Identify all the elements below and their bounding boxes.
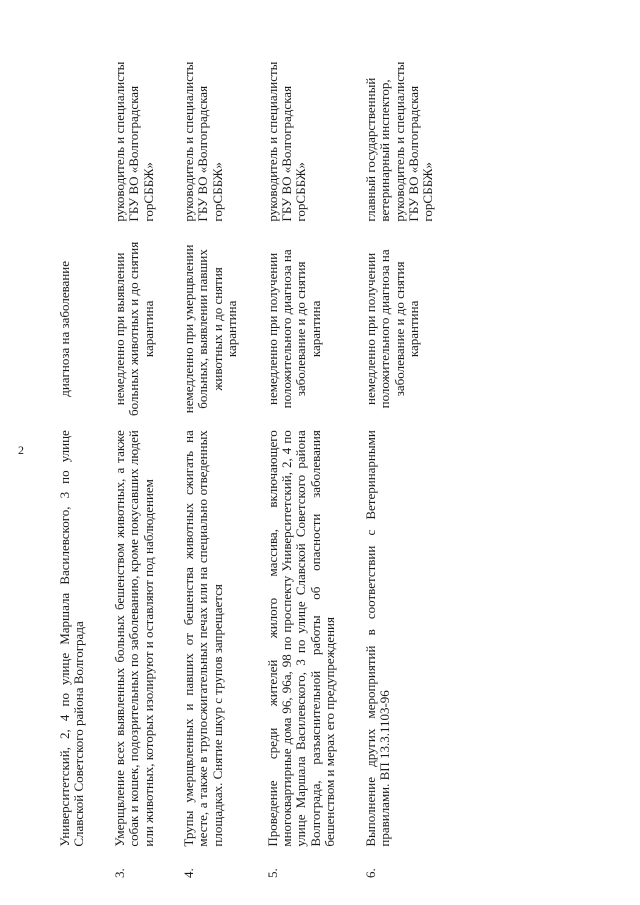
action-cell: Университетский, 2, 4 по улице Маршала Василевского, 3 по улице Славской Советского района Волгограда: [57, 430, 87, 847]
row-number: [58, 847, 87, 878]
table-row: [113, 38, 156, 878]
when-cell: немедленно при получении положительного диагноза на заболевание и до снятия карантина: [264, 249, 323, 409]
action-cell: Проведение среди жителей жилого массива, включающего многоквартирные дома 96, 96а, 98 по проспекту Университетский, 2, 4 по улице Маршала Василевского, 3 по улице Славской Советского района Волгограда, разъяснительной работы об опасности заболевания бешенством и мерах его предупреждения: [264, 430, 338, 847]
measures-table: [58, 38, 436, 878]
row-number: 5.: [264, 868, 280, 878]
row-number: 6.: [362, 868, 378, 878]
responsible-cell: руководитель и специалисты ГБУ ВО «Волгоградская горСББЖ»: [264, 61, 309, 222]
table-row: [266, 38, 338, 878]
responsible-cell: руководитель и специалисты ГБУ ВО «Волгоградская горСББЖ»: [111, 61, 156, 222]
action-cell: Трупы умерщвленных и павших от бешенства животных сжигать на месте, а также в трупосжигательных печах или на специально отведенных площадках. Снятие шкур с трупов запрещается: [181, 430, 225, 847]
row-number: 3.: [111, 868, 127, 878]
table-row: [58, 38, 87, 878]
row-number: 4.: [181, 868, 197, 878]
page-number: 2: [18, 443, 24, 457]
responsible-cell: главный государственный ветеринарный инспектор, руководитель и специалисты ГБУ ВО «Волгоградская горСББЖ»: [362, 61, 436, 222]
when-cell: немедленно при умерщвлении больных, выявлении павших животных и до снятия карантина: [181, 244, 240, 414]
action-cell: Умерщвление всех выявленных больных бешенством животных, а также собак и кошек, подозрительных по заболеванию, кроме покусавших людей или животных, которых изолируют и оставляют под наблюдением: [111, 430, 156, 847]
table-row: [364, 38, 436, 878]
action-cell: Выполнение других мероприятий в соответствии с Ветеринарными правилами. ВП 13.3.1103-96: [362, 430, 393, 847]
responsible-cell: руководитель и специалисты ГБУ ВО «Волгоградская горСББЖ»: [181, 61, 225, 222]
when-cell: немедленно при выявлении больных животных и до снятия карантина: [111, 241, 156, 416]
when-cell: немедленно при получении положительного диагноза на заболевание и до снятия карантина: [362, 249, 421, 409]
rotated-content: [58, 18, 618, 878]
when-cell: диагноза на заболевание: [57, 260, 72, 397]
responsible-cell: [58, 38, 87, 240]
table-row: [182, 38, 240, 878]
